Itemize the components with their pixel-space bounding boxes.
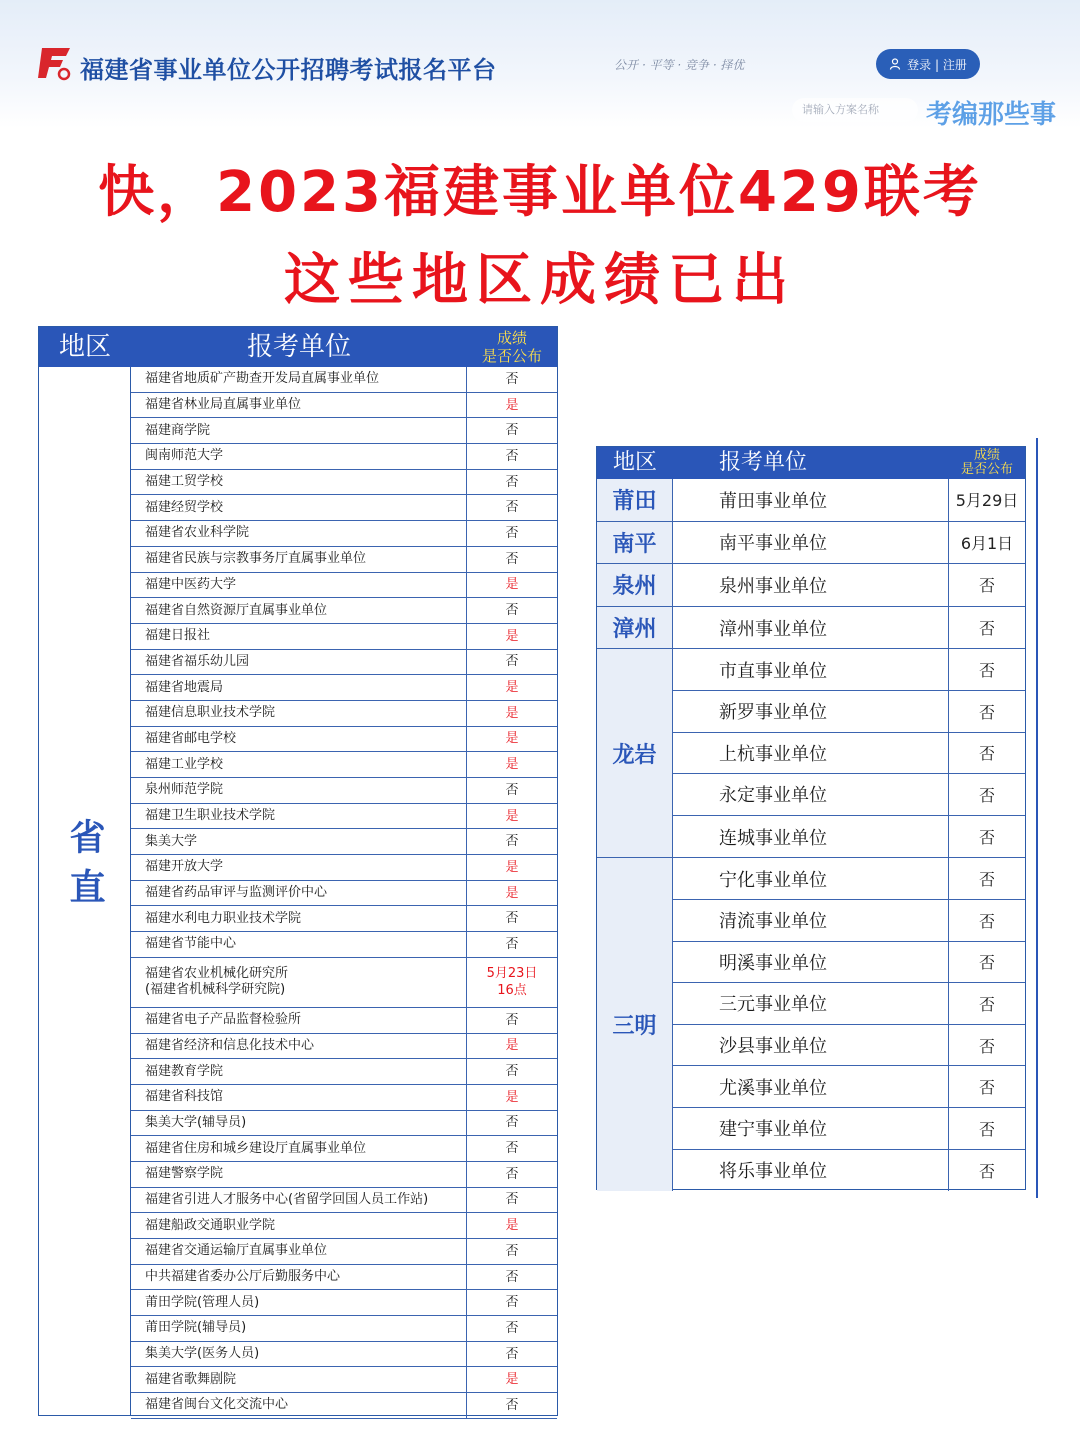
unit-cell: 永定事业单位 bbox=[673, 774, 949, 815]
status-cell: 是 bbox=[505, 1038, 519, 1054]
status-cell: 否 bbox=[505, 448, 519, 464]
status-cell: 否 bbox=[505, 1295, 519, 1311]
unit-cell: 福建日报社 bbox=[131, 624, 467, 649]
table-row bbox=[131, 1111, 557, 1137]
status-cell: 是 bbox=[505, 397, 519, 413]
unit-cell: 福建省科技馆 bbox=[131, 1085, 467, 1110]
table-row bbox=[673, 1025, 1025, 1067]
status-cell: 是 bbox=[505, 628, 519, 644]
table-row bbox=[673, 479, 1025, 521]
status-cell: 否 bbox=[505, 603, 519, 619]
status-cell: 否 bbox=[505, 551, 519, 567]
unit-cell: 沙县事业单位 bbox=[673, 1025, 949, 1066]
status-cell: 是 bbox=[505, 577, 519, 593]
table-row bbox=[673, 900, 1025, 942]
unit-cell: 上杭事业单位 bbox=[673, 733, 949, 774]
status-cell: 否 bbox=[505, 371, 519, 387]
status-cell: 否 bbox=[978, 1119, 995, 1139]
table-row bbox=[131, 1188, 557, 1214]
status-cell: 否 bbox=[978, 1036, 995, 1056]
table-row bbox=[131, 1316, 557, 1342]
unit-cell: 市直事业单位 bbox=[673, 649, 949, 690]
table-row bbox=[673, 691, 1025, 733]
region-cell: 三明 bbox=[597, 858, 673, 1191]
status-cell: 否 bbox=[505, 834, 519, 850]
table-row bbox=[131, 675, 557, 701]
unit-cell: 清流事业单位 bbox=[673, 900, 949, 941]
unit-cell: 福建省农业科学院 bbox=[131, 521, 467, 546]
status-cell: 否 bbox=[505, 1012, 519, 1028]
table-row bbox=[131, 547, 557, 573]
table-row bbox=[673, 774, 1025, 816]
table-row bbox=[131, 1367, 557, 1393]
status-cell: 否 bbox=[505, 1064, 519, 1080]
unit-cell: 尤溪事业单位 bbox=[673, 1066, 949, 1107]
unit-cell: 福建省歌舞剧院 bbox=[131, 1367, 467, 1392]
unit-cell: 泉州师范学院 bbox=[131, 778, 467, 803]
table-header bbox=[39, 327, 557, 367]
region-group bbox=[597, 479, 1025, 522]
unit-cell: 南平事业单位 bbox=[673, 522, 949, 564]
region-cell: 龙岩 bbox=[597, 649, 673, 857]
table-row bbox=[673, 1150, 1025, 1192]
table-body bbox=[597, 479, 1025, 1191]
status-cell: 是 bbox=[505, 1089, 519, 1105]
status-cell: 否 bbox=[978, 744, 995, 764]
unit-cell: 连城事业单位 bbox=[673, 816, 949, 858]
status-cell: 否 bbox=[505, 474, 519, 490]
region-group bbox=[597, 649, 1025, 858]
status-cell: 否 bbox=[978, 828, 995, 848]
status-cell: 否 bbox=[505, 1141, 519, 1157]
platform-logo-icon bbox=[36, 44, 74, 82]
header-region: 地区 bbox=[612, 450, 657, 475]
headline-line2: 这些地区成绩已出 bbox=[284, 248, 796, 313]
unit-cell: 福建经贸学校 bbox=[131, 495, 467, 520]
table-row bbox=[131, 521, 557, 547]
city-results-table bbox=[596, 446, 1026, 1190]
status-cell: 否 bbox=[978, 870, 995, 890]
table-header bbox=[597, 447, 1025, 479]
table-row bbox=[131, 752, 557, 778]
unit-cell: 福建工业学校 bbox=[131, 752, 467, 777]
table-edge-line bbox=[1036, 438, 1038, 1198]
status-cell: 否 bbox=[978, 994, 995, 1014]
unit-cell: 福建船政交通职业学院 bbox=[131, 1213, 467, 1238]
login-register-button[interactable] bbox=[876, 49, 980, 79]
unit-cell: 明溪事业单位 bbox=[673, 942, 949, 983]
table-row bbox=[673, 816, 1025, 858]
table-row bbox=[131, 444, 557, 470]
table-row bbox=[131, 804, 557, 830]
table-row bbox=[673, 942, 1025, 984]
status-cell: 否 bbox=[978, 1078, 995, 1098]
unit-cell: 宁化事业单位 bbox=[673, 858, 949, 899]
unit-cell: 福建卫生职业技术学院 bbox=[131, 804, 467, 829]
region-cell: 南平 bbox=[597, 522, 673, 564]
table-row bbox=[131, 1136, 557, 1162]
unit-cell: 福建省药品审评与监测评价中心 bbox=[131, 881, 467, 906]
table-row bbox=[131, 906, 557, 932]
table-row bbox=[131, 1265, 557, 1291]
table-row bbox=[131, 1290, 557, 1316]
status-cell: 否 bbox=[978, 1161, 995, 1181]
table-row bbox=[131, 573, 557, 599]
table-row bbox=[673, 1108, 1025, 1150]
header-region: 地区 bbox=[58, 332, 111, 362]
unit-cell: 福建省电子产品监督检验所 bbox=[131, 1008, 467, 1033]
unit-cell: 福建教育学院 bbox=[131, 1059, 467, 1084]
table-row bbox=[131, 778, 557, 804]
status-cell: 6月1日 bbox=[960, 533, 1014, 553]
table-row bbox=[131, 881, 557, 907]
unit-cell: 福建省经济和信息化技术中心 bbox=[131, 1034, 467, 1059]
watermark: 考编那些事 bbox=[926, 100, 1057, 130]
status-cell: 否 bbox=[505, 782, 519, 798]
region-group bbox=[597, 858, 1025, 1191]
headline-line1: 快，2023福建事业单位429联考 bbox=[98, 160, 982, 225]
status-cell: 否 bbox=[505, 525, 519, 541]
status-cell: 是 bbox=[505, 731, 519, 747]
unit-cell: 福建中医药大学 bbox=[131, 573, 467, 598]
search-input[interactable]: 请输入方案名称 bbox=[792, 98, 918, 122]
table-row bbox=[131, 1393, 557, 1419]
region-cell: 漳州 bbox=[597, 607, 673, 649]
unit-cell: 将乐事业单位 bbox=[673, 1150, 949, 1192]
unit-cell: 福建省农业机械化研究所 (福建省机械科学研究院) bbox=[131, 958, 467, 1007]
header-unit: 报考单位 bbox=[719, 450, 808, 475]
status-cell: 否 bbox=[505, 1269, 519, 1285]
status-cell: 否 bbox=[978, 576, 995, 596]
table-row bbox=[673, 858, 1025, 900]
status-cell: 否 bbox=[978, 953, 995, 973]
table-row bbox=[673, 649, 1025, 691]
table-row bbox=[131, 367, 557, 393]
status-cell: 否 bbox=[505, 1397, 519, 1413]
status-cell: 否 bbox=[505, 911, 519, 927]
unit-cell: 福建省住房和城乡建设厅直属事业单位 bbox=[131, 1136, 467, 1161]
status-cell: 是 bbox=[505, 859, 519, 875]
unit-cell: 莆田学院(管理人员) bbox=[131, 1290, 467, 1315]
table-row bbox=[673, 564, 1025, 606]
status-cell: 5月29日 bbox=[955, 491, 1019, 511]
table-row bbox=[131, 701, 557, 727]
table-row bbox=[131, 650, 557, 676]
unit-cell: 福建省自然资源厅直属事业单位 bbox=[131, 598, 467, 623]
status-cell: 否 bbox=[978, 702, 995, 722]
table-row bbox=[131, 1008, 557, 1034]
unit-cell: 福建省闽台文化交流中心 bbox=[131, 1393, 467, 1418]
status-cell: 是 bbox=[505, 757, 519, 773]
table-row bbox=[131, 495, 557, 521]
unit-cell: 集美大学(医务人员) bbox=[131, 1342, 467, 1367]
site-slogan: 公开 · 平等 · 竞争 · 择优 bbox=[614, 58, 745, 72]
status-cell: 是 bbox=[505, 885, 519, 901]
table-row bbox=[131, 932, 557, 958]
unit-cell: 福建水利电力职业技术学院 bbox=[131, 906, 467, 931]
status-cell: 是 bbox=[505, 808, 519, 824]
unit-cell: 福建警察学院 bbox=[131, 1162, 467, 1187]
table-row bbox=[131, 1059, 557, 1085]
table-row bbox=[673, 983, 1025, 1025]
region-group bbox=[597, 607, 1025, 650]
unit-cell: 建宁事业单位 bbox=[673, 1108, 949, 1149]
site-header bbox=[0, 0, 1080, 128]
table-row bbox=[131, 624, 557, 650]
region-cell bbox=[39, 367, 131, 1415]
table-row bbox=[131, 1034, 557, 1060]
unit-cell: 集美大学 bbox=[131, 829, 467, 854]
status-cell: 否 bbox=[505, 1320, 519, 1336]
status-cell: 是 bbox=[505, 1372, 519, 1388]
login-register-label: 登录 | 注册 bbox=[907, 57, 967, 72]
table-row bbox=[131, 958, 557, 1008]
table-row bbox=[131, 393, 557, 419]
status-cell: 否 bbox=[978, 785, 995, 805]
table-row bbox=[131, 470, 557, 496]
region-cell: 泉州 bbox=[597, 564, 673, 606]
table-body bbox=[131, 367, 557, 1419]
table-row bbox=[673, 522, 1025, 564]
unit-cell: 莆田学院(辅导员) bbox=[131, 1316, 467, 1341]
unit-cell: 福建省福乐幼儿园 bbox=[131, 650, 467, 675]
table-row bbox=[131, 598, 557, 624]
status-cell: 否 bbox=[505, 654, 519, 670]
status-cell: 否 bbox=[978, 661, 995, 681]
unit-cell: 福建信息职业技术学院 bbox=[131, 701, 467, 726]
status-cell: 是 bbox=[505, 680, 519, 696]
status-cell: 是 bbox=[505, 1218, 519, 1234]
unit-cell: 三元事业单位 bbox=[673, 983, 949, 1024]
table-row bbox=[131, 1239, 557, 1265]
status-cell: 5月23日 16点 bbox=[486, 966, 538, 999]
header-status: 成绩 是否公布 bbox=[960, 448, 1013, 477]
table-row bbox=[131, 855, 557, 881]
status-cell: 否 bbox=[978, 911, 995, 931]
unit-cell: 漳州事业单位 bbox=[673, 607, 949, 649]
table-row bbox=[131, 1342, 557, 1368]
table-row bbox=[131, 727, 557, 753]
provincial-results-table bbox=[38, 326, 558, 1416]
unit-cell: 福建省邮电学校 bbox=[131, 727, 467, 752]
unit-cell: 集美大学(辅导员) bbox=[131, 1111, 467, 1136]
table-row bbox=[673, 1066, 1025, 1108]
unit-cell: 福建商学院 bbox=[131, 418, 467, 443]
unit-cell: 福建省地震局 bbox=[131, 675, 467, 700]
region-group bbox=[597, 564, 1025, 607]
unit-cell: 莆田事业单位 bbox=[673, 479, 949, 521]
status-cell: 否 bbox=[505, 1115, 519, 1131]
unit-cell: 新罗事业单位 bbox=[673, 691, 949, 732]
unit-cell: 泉州事业单位 bbox=[673, 564, 949, 606]
status-cell: 否 bbox=[505, 1166, 519, 1182]
unit-cell: 福建省地质矿产勘查开发局直属事业单位 bbox=[131, 367, 467, 392]
region-group bbox=[597, 522, 1025, 565]
table-row bbox=[131, 1162, 557, 1188]
unit-cell: 福建省民族与宗教事务厅直属事业单位 bbox=[131, 547, 467, 572]
table-row bbox=[131, 1085, 557, 1111]
region-label: 省直 bbox=[64, 818, 105, 918]
unit-cell: 福建省林业局直属事业单位 bbox=[131, 393, 467, 418]
status-cell: 否 bbox=[505, 500, 519, 516]
status-cell: 否 bbox=[505, 1346, 519, 1362]
unit-cell: 福建省交通运输厅直属事业单位 bbox=[131, 1239, 467, 1264]
status-cell: 否 bbox=[505, 936, 519, 952]
unit-cell: 福建省节能中心 bbox=[131, 932, 467, 957]
unit-cell: 福建省引进人才服务中心(省留学回国人员工作站) bbox=[131, 1188, 467, 1213]
unit-cell: 闽南师范大学 bbox=[131, 444, 467, 469]
site-title: 福建省事业单位公开招聘考试报名平台 bbox=[80, 56, 497, 84]
status-cell: 是 bbox=[505, 705, 519, 721]
header-unit: 报考单位 bbox=[246, 332, 351, 362]
status-cell: 否 bbox=[505, 1243, 519, 1259]
table-row bbox=[673, 607, 1025, 649]
unit-cell: 福建开放大学 bbox=[131, 855, 467, 880]
status-cell: 否 bbox=[505, 1192, 519, 1208]
region-cell: 莆田 bbox=[597, 479, 673, 521]
user-icon bbox=[889, 58, 901, 70]
table-row bbox=[131, 829, 557, 855]
unit-cell: 中共福建省委办公厅后勤服务中心 bbox=[131, 1265, 467, 1290]
table-row bbox=[131, 1213, 557, 1239]
header-status: 成绩 是否公布 bbox=[481, 329, 542, 365]
unit-cell: 福建工贸学校 bbox=[131, 470, 467, 495]
table-row bbox=[673, 733, 1025, 775]
status-cell: 否 bbox=[978, 619, 995, 639]
status-cell: 否 bbox=[505, 423, 519, 439]
table-row bbox=[131, 418, 557, 444]
